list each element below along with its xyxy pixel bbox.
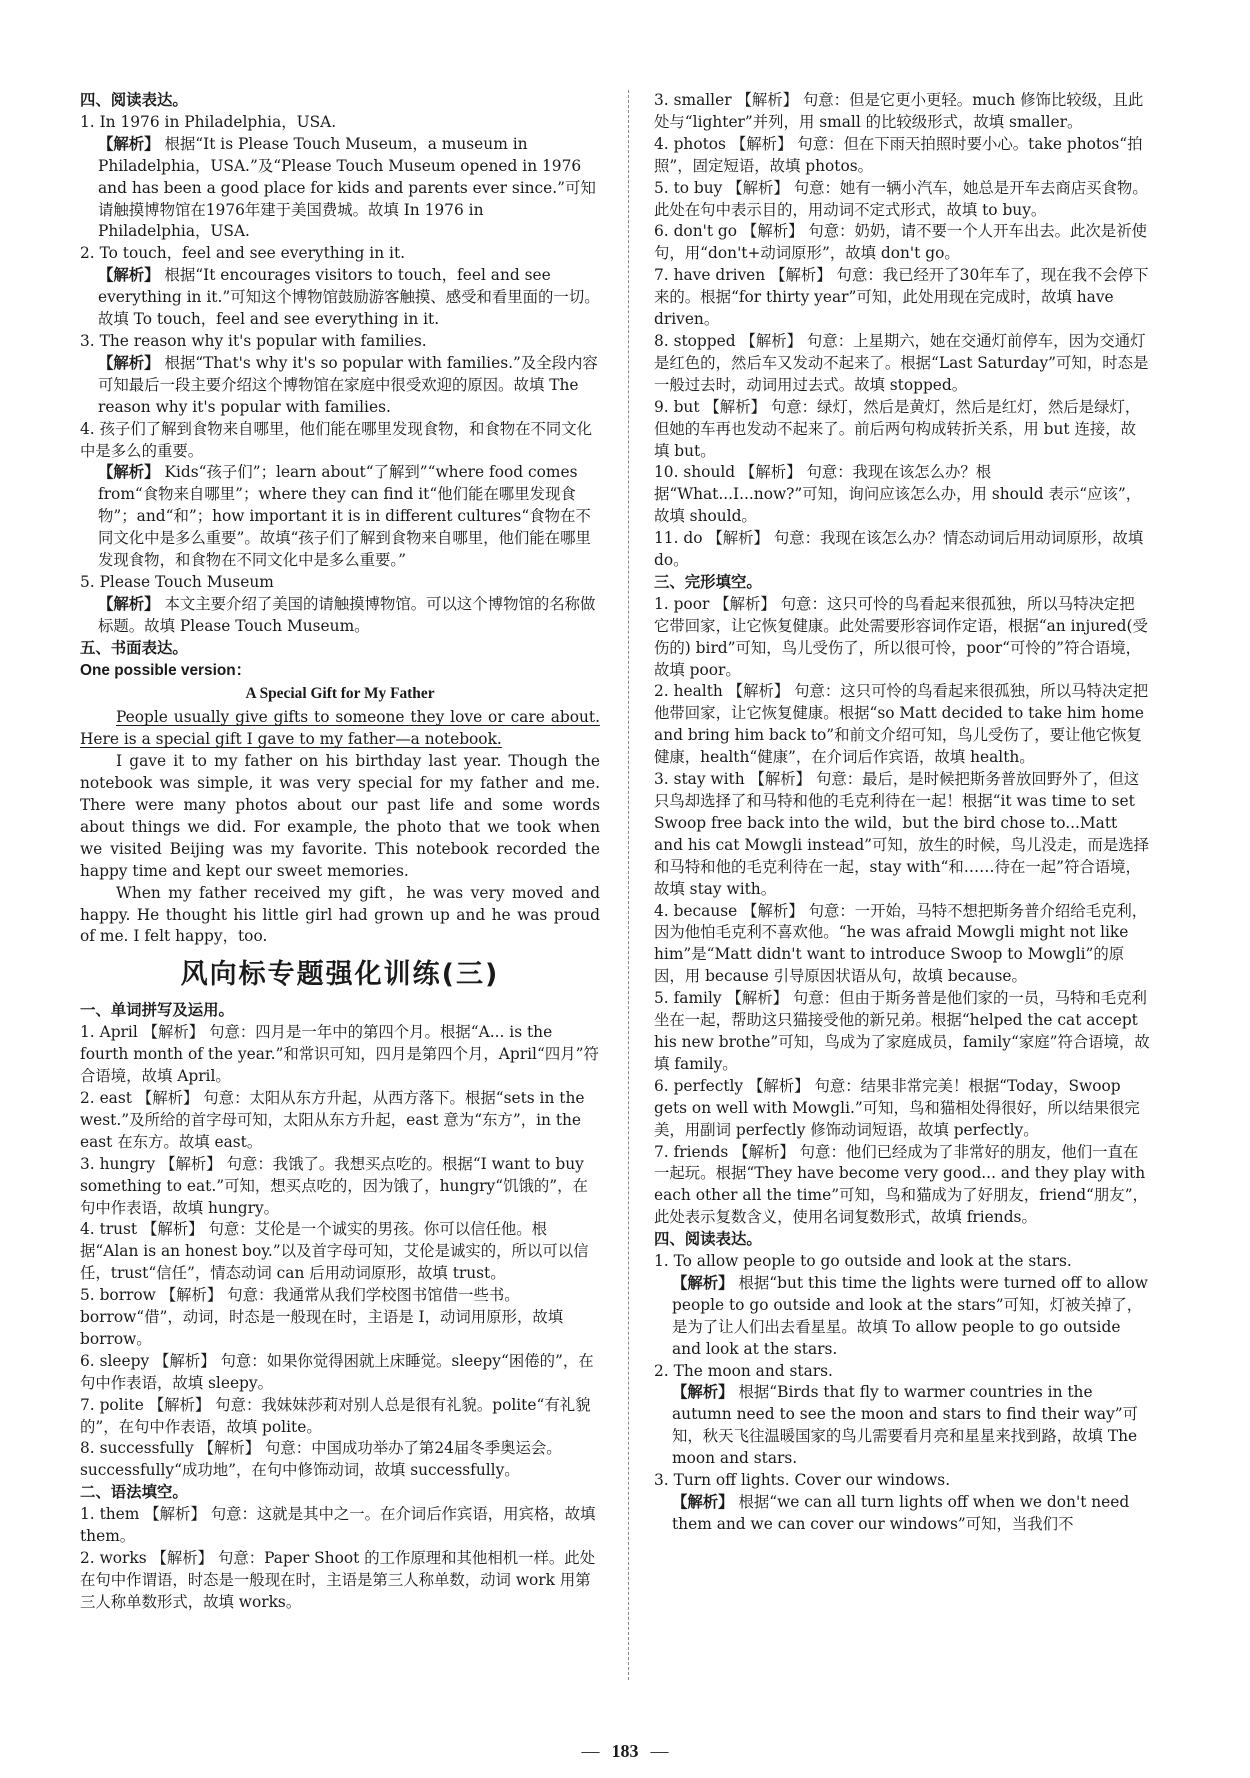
answer-explanation: 11. do 【解析】 句意：我现在该怎么办？情态动词后用动词原形，故填 do。 [654, 529, 1144, 570]
page-number-value: 183 [611, 1741, 639, 1761]
section-title-spelling: 一、单词拼写及运用。 [80, 1001, 234, 1020]
essay-paragraph: I gave it to my father on his birthday last year. Though the notebook was simple, it was very special for my father and me. There were many photos about our past life and some words about things we did. For example, the photo that we took when we visited Beijing was my favorite. This notebook recorded the happy time and kept our sweet memories. [80, 752, 600, 880]
explanation-text: Kids“孩子们”；learn about“了解到”“where food comes from“食物来自哪里”；where they can find it“他们能在哪里发现食物”；and“和”；how important it is in different cultures“食物在不同文化中是多么重要”。故填“孩子们了解到食物来自哪里，他们能在哪里发现食物，和食物在不同文化中是多么重要。” [98, 463, 591, 570]
left-column [80, 90, 600, 1614]
answer-explanation: 3. smaller 【解析】 句意：但是它更小更轻。much 修饰比较级，且此处与“lighter”并列，用 small 的比较级形式，故填 smaller。 [654, 91, 1144, 131]
explanation [80, 265, 600, 331]
unit-title: 风向标专题强化训练(三) [180, 959, 500, 991]
explanation-text: 根据“but this time the lights were turned off to allow people to go outside and look at the stars”可知，灯被关掉了，是为了让人们出去看星星。故填 To allow people to go outside and look at the stars. [672, 1273, 1148, 1358]
answer-explanation: 5. family 【解析】 句意：但由于斯务普是他们家的一员，马特和毛克利坐在一起，帮助这只猫接受他的新兄弟。根据“helped the cat accept his new brothe”可知，鸟成为了家庭成员，family“家庭”符合语境，故填 family。 [654, 989, 1150, 1073]
analysis-tag: 【解析】 [672, 1493, 734, 1511]
answer-explanation: 7. friends 【解析】 句意：他们已经成为了非常好的朋友，他们一直在一起玩。根据“They have become very good... and they play with each other all the time”可知，鸟和猫成为了好朋友，friend“朋友”，此处表示复数含义，使用名词复数形式，故填 friends。 [654, 1142, 1148, 1227]
explanation-text: 根据“That's why it's so popular with families.”及全段内容可知最后一段主要介绍这个博物馆在家庭中很受欢迎的原因。故填 The reason why it's popular with families. [98, 353, 598, 416]
analysis-tag: 【解析】 [672, 1383, 734, 1402]
answer-item: 4. 孩子们了解到食物来自哪里，他们能在哪里发现食物，和食物在不同文化中是多么的重要。 [80, 419, 593, 460]
answer-explanation: 4. because 【解析】 句意：一开始，马特不想把斯务普介绍给毛克利，因为他怕毛克利不喜欢他。“he was afraid Mowgli might not like him”是“Matt didn't want to introduce Swoop to Mowgli”的原因，用 because 引导原因状语从句，故填 because。 [654, 901, 1148, 986]
explanation-text: 根据“we can all turn lights off when we don't need them and we can cover our windows”可知，当我们不 [672, 1493, 1130, 1533]
explanation-text: 根据“It is Please Touch Museum，a museum in Philadelphia，USA.”及“Please Touch Museum opened in 1976 and has been a good place for kids and parents ever since.”可知请触摸博物馆在1976年建于美国费城。故填 In 1976 in Philadelphia，USA. [98, 134, 596, 241]
section-title-grammar: 二、语法填空。 [80, 1483, 188, 1502]
analysis-tag: 【解析】 [672, 1273, 734, 1292]
answer-explanation: 8. successfully 【解析】 句意：中国成功举办了第24届冬季奥运会。successfully“成功地”，在句中修饰动词，故填 successfully。 [80, 1439, 562, 1480]
answer-explanation: 8. stopped 【解析】 句意：上星期六，她在交通灯前停车，因为交通灯是红色的，然后车又发动不起来了。根据“Last Saturday”可知，时态是一般过去时，动词用过去式。故填 stopped。 [654, 331, 1149, 394]
answer-item: 3. The reason why it's popular with families. [80, 331, 427, 350]
answer-item: 2. The moon and stars. [654, 1361, 833, 1380]
analysis-tag: 【解析】 [98, 353, 160, 372]
answer-explanation: 5. to buy 【解析】 句意：她有一辆小汽车，她总是开车去商店买食物。此处在句中表示目的，用动词不定式形式，故填 to buy。 [654, 178, 1148, 219]
explanation [80, 134, 600, 244]
answer-explanation: 4. photos 【解析】 句意：但在下雨天拍照时要小心。take photos“拍照”，固定短语，故填 photos。 [654, 134, 1143, 175]
analysis-tag: 【解析】 [98, 594, 160, 613]
answer-item: 1. To allow people to go outside and look at the stars. [654, 1252, 1072, 1271]
explanation [654, 1492, 1150, 1536]
explanation-text: 根据“It encourages visitors to touch，feel and see everything in it.”可知这个博物馆鼓励游客触摸、感受和看里面的一切。故填 To touch，feel and see everything in it. [98, 266, 600, 329]
answer-explanation: 3. stay with 【解析】 句意：最后，是时候把斯务普放回野外了，但这只鸟却选择了和马特和他的毛克利待在一起！根据“it was time to set Swoop free back into the wild，but the bird chose to...Matt and his cat Mowgli instead”可知，放生的时候，鸟儿没走，而是选择和马特和他的毛克利待在一起，stay with“和……待在一起”符合语境，故填 stay with。 [654, 770, 1150, 898]
answer-explanation: 1. them 【解析】 句意：这就是其中之一。在介词后作宾语，用宾格，故填 them。 [80, 1505, 596, 1546]
explanation [80, 462, 600, 572]
answer-item: 3. Turn off lights. Cover our windows. [654, 1471, 951, 1490]
page-number: — 183 — [581, 1741, 669, 1761]
explanation [80, 353, 600, 419]
answer-explanation: 7. have driven 【解析】 句意：我已经开了30年车了，现在我不会停下来的。根据“for thirty year”可知，此处用现在完成时，故填 have driven。 [654, 266, 1149, 329]
explanation-text: 根据“Birds that fly to warmer countries in the autumn need to see the moon and stars to find their way”可知，秋天飞往温暖国家的鸟儿需要看月亮和星星来找到路，故填 The moon and stars. [672, 1383, 1139, 1468]
essay-paragraph: When my father received my gift，he was very moved and happy. He thought his little girl had grown up and he was proud of me. I felt happy，too. [80, 883, 600, 946]
analysis-tag: 【解析】 [98, 134, 160, 153]
answer-explanation: 6. perfectly 【解析】 句意：结果非常完美！根据“Today，Swoop gets on well with Mowgli.”可知，鸟和猫相处得很好，所以结果很完美，用副词 perfectly 修饰动词短语，故填 perfectly。 [654, 1076, 1140, 1139]
answer-explanation: 2. works 【解析】 句意：Paper Shoot 的工作原理和其他相机一样。此处在句中作谓语，时态是一般现在时，主语是第三人称单数，动词 work 用第三人称单数形式，故填 works。 [80, 1549, 596, 1611]
section-title-reading: 四、阅读表达。 [80, 91, 188, 109]
answer-explanation: 2. east 【解析】 句意：太阳从东方升起，从西方落下。根据“sets in the west.”及所给的首字母可知，太阳从东方升起，east 意为“东方”，in the east 在东方。故填 east。 [80, 1088, 585, 1151]
answer-explanation: 6. don't go 【解析】 句意：奶奶，请不要一个人开车出去。此次是祈使句，用“don't+动词原形”，故填 don't go。 [654, 222, 1147, 263]
answer-explanation: 9. but 【解析】 句意：绿灯，然后是黄灯，然后是红灯，然后是绿灯，但她的车再也发动不起来了。前后两句构成转折关系，用 but 连接，故填 but。 [654, 397, 1141, 460]
answer-item: 5. Please Touch Museum [80, 572, 274, 591]
version-label: One possible version： [80, 661, 252, 679]
answer-explanation: 1. April 【解析】 句意：四月是一年中的第四个月。根据“A... is the fourth month of the year.”和常识可知，四月是第四个月，April“四月”符合语境，故填 April。 [80, 1023, 599, 1086]
section-title-reading-2: 四、阅读表达。 [654, 1230, 762, 1249]
explanation [654, 1273, 1150, 1361]
essay-title: A Special Gift for My Father [245, 685, 435, 703]
answer-explanation: 4. trust 【解析】 句意：艾伦是一个诚实的男孩。你可以信任他。根据“Alan is an honest boy.”以及首字母可知，艾伦是诚实的，所以可以信任，trust“信任”，情态动词 can 后用动词原形，故填 trust。 [80, 1220, 589, 1283]
section-title-writing: 五、书面表达。 [80, 638, 188, 657]
explanation [654, 1382, 1150, 1470]
analysis-tag: 【解析】 [98, 463, 160, 482]
explanation [80, 594, 600, 638]
essay-paragraph: People usually give gifts to someone they love or care about. Here is a special gift I gave to my father—a notebook. [80, 708, 600, 749]
answer-explanation: 5. borrow 【解析】 句意：我通常从我们学校图书馆借一些书。borrow“借”，动词，时态是一般现在时，主语是 I，动词用原形，故填 borrow。 [80, 1286, 564, 1348]
answer-explanation: 10. should 【解析】 句意：我现在该怎么办？根据“What...I...now?”可知，询问应该怎么办，用 should 表示“应该”，故填 should。 [654, 463, 1142, 526]
analysis-tag: 【解析】 [98, 266, 160, 285]
answer-explanation: 6. sleepy 【解析】 句意：如果你觉得困就上床睡觉。sleepy“困倦的”，在句中作表语，故填 sleepy。 [80, 1351, 594, 1392]
answer-explanation: 1. poor 【解析】 句意：这只可怜的鸟看起来很孤独，所以马特决定把它带回家，让它恢复健康。此处需要形容词作定语，根据“an injured(受伤的) bird”可知，鸟儿受伤了，所以很可怜，poor“可怜的”符合语境，故填 poor。 [654, 594, 1148, 679]
answer-explanation: 3. hungry 【解析】 句意：我饿了。我想买点吃的。根据“I want to buy something to eat.”可知，想买点吃的，因为饿了，hungry“饥饿的”，在句中作表语，故填 hungry。 [80, 1154, 588, 1217]
right-column [654, 90, 1150, 1536]
section-title-cloze: 三、完形填空。 [654, 572, 762, 591]
answer-item: 2. To touch，feel and see everything in it. [80, 244, 406, 263]
answer-explanation: 2. health 【解析】 句意：这只可怜的鸟看起来很孤独，所以马特决定把他带回家，让它恢复健康。根据“so Matt decided to take him home and bring him back to”和前文介绍可知，鸟儿受伤了，要让他它恢复健康，health“健康”，在介词后作宾语，故填 health。 [654, 682, 1149, 767]
explanation-text: 本文主要介绍了美国的请触摸博物馆。可以这个博物馆的名称做标题。故填 Please Touch Museum。 [98, 594, 596, 635]
column-divider [628, 90, 629, 1680]
answer-item: 1. In 1976 in Philadelphia，USA. [80, 112, 337, 131]
answer-explanation: 7. polite 【解析】 句意：我妹妹莎莉对别人总是很有礼貌。polite“有礼貌的”，在句中作表语，故填 polite。 [80, 1395, 591, 1436]
